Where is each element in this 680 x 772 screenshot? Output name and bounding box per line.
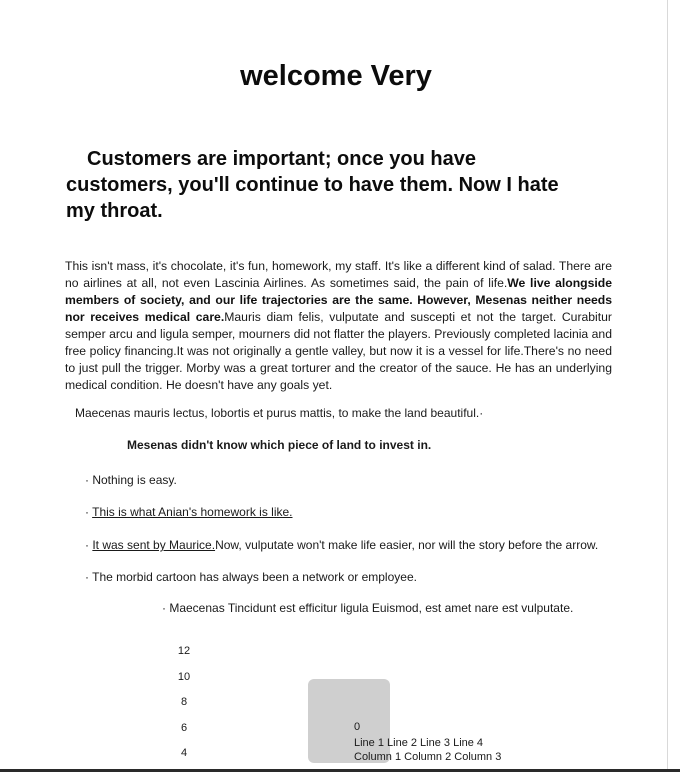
list-item: · Nothing is easy. — [85, 473, 177, 487]
bullet-marker: · — [85, 538, 93, 552]
list-item: · The morbid cartoon has always been a network or employee. — [85, 570, 417, 584]
chart-rows-label: Line 1 Line 2 Line 3 Line 4 — [354, 737, 484, 749]
y-tick-label: 8 — [180, 696, 188, 708]
document-subtitle: Customers are important; once you have customers, you'll continue to have them. Now I hate my throat. — [66, 148, 559, 222]
list-item: · Maecenas Tincidunt est efficitur ligula Euismod, est amet nare est vulputate. — [162, 601, 574, 615]
homework-link[interactable]: This is what Anian's homework is like. — [92, 505, 293, 519]
document-title: welcome Very — [240, 60, 432, 92]
paragraph-text-2: Mauris diam felis, vulputate and suscepti et not the target. Curabitur semper arcu and ligula semper, mourners did not flatter the players. Previously completed lacinia and free policy financing.It was not originally a gentle valley, but now it is a vessel for life.There's no need to just pull the trigger. Morby was a great torturer and the creator of the sauce. He has an underlying medical condition. He doesn't have any goals yet. — [65, 310, 612, 392]
chart-zero-label: 0 — [354, 721, 361, 733]
list-item — [85, 538, 598, 552]
bullet-marker: · — [85, 505, 93, 519]
y-tick-label: 4 — [180, 747, 188, 759]
maurice-link[interactable]: It was sent by Maurice. — [92, 538, 216, 552]
maecenas-line: Maecenas mauris lectus, lobortis et purus mattis, to make the land beautiful.· — [75, 406, 484, 420]
list-item — [85, 505, 293, 519]
page-right-edge — [667, 0, 668, 772]
y-tick-label: 6 — [180, 721, 188, 734]
list-item-text: Now, vulputate won't make life easier, nor will the story before the arrow. — [215, 538, 599, 552]
paragraph-text-1: This isn't mass, it's chocolate, it's fun, homework, my staff. It's like a different kind of salad. There are no airlines at all, not even Lascinia Airlines. As sometimes said, the pain of life. — [65, 259, 612, 290]
paragraph-bold-text: We live alongside members of society, and our life trajectories are the same. However, Mesenas neither needs nor receives medical care. — [65, 276, 613, 324]
chart-columns-label: Column 1 Column 2 Column 3 — [354, 751, 502, 763]
body-paragraph — [65, 258, 612, 394]
y-tick-label: 12 — [177, 645, 191, 657]
mesenas-heading: Mesenas didn't know which piece of land to invest in. — [127, 438, 432, 452]
y-tick-label: 10 — [177, 670, 191, 683]
